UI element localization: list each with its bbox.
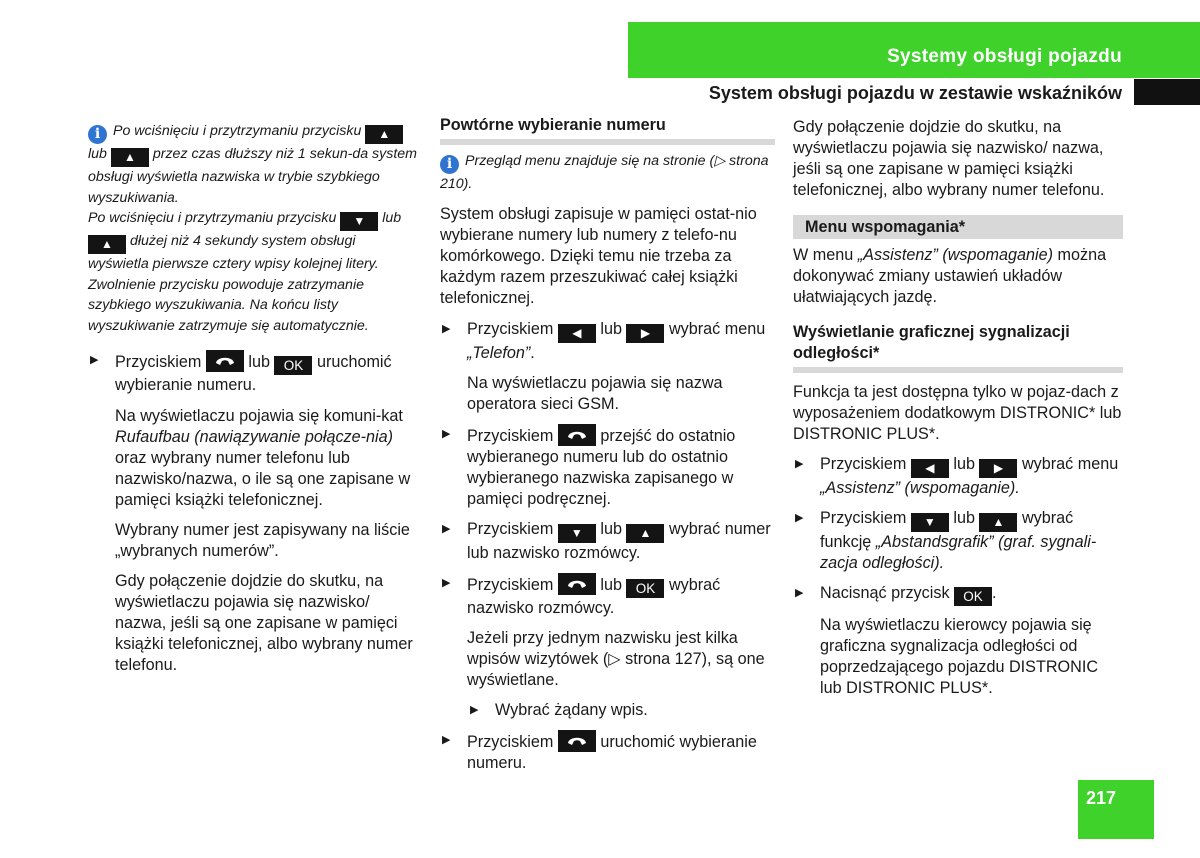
detail-text: Na wyświetlaczu pojawia się komuni-kat — [115, 407, 403, 425]
phone-key-icon — [558, 424, 596, 446]
up-key-icon: ▲ — [88, 235, 126, 254]
intro-text: Funkcja ta jest dostępna tylko w pojaz-dach z wyposażeniem dodatkowym DISTRONIC* lub DISTRONIC PLUS*. — [793, 383, 1122, 443]
down-key-icon: ▼ — [340, 212, 378, 231]
step-start-dialing — [440, 730, 775, 774]
up-key-icon: ▲ — [626, 524, 664, 543]
step-detail — [440, 628, 775, 691]
step-text: Przyciskiem — [467, 732, 554, 751]
step-text: Przyciskiem — [115, 353, 202, 371]
step-select-name — [440, 573, 775, 619]
step-text: przejść do ostatnio wybieranego numeru lub do ostatnio wybieranego nazwiska zapisanego w pamięci podręcznej. — [467, 426, 736, 508]
note-text: lub — [382, 210, 402, 226]
step-text: „Abstandsgrafik” (graf. sygnali-zacja odległości). — [820, 533, 1097, 572]
step-text: lub — [248, 353, 270, 371]
step-text: . — [530, 343, 535, 362]
info-note-quick-search — [88, 121, 418, 336]
step-select-abstandsgrafik — [793, 508, 1123, 574]
step-text: Przyciskiem — [820, 455, 907, 473]
info-note-menu-overview — [440, 151, 775, 195]
heading-distance-graphic: Wyświetlanie graficznej sygnalizacji odległości* — [793, 322, 1123, 373]
step-text: wybrać menu — [1021, 455, 1119, 473]
column-middle — [440, 115, 775, 774]
step-text: uruchomić wybieranie numeru. — [115, 353, 392, 394]
step-text: wybrać numer lub nazwisko rozmówcy. — [467, 519, 771, 562]
note-text: dłużej niż 4 sekundy system obsługi wyświetla pierwsze cztery wpisy kolejnej litery. Zwolnienie przycisku powoduje zatrzymanie szybkiego wyszukiwania. Na końcu listy wyszukiwanie zatrzymuje się automatycznie. — [88, 233, 379, 334]
note-text: Przegląd menu znajduje się na stronie (▷ strona 210). — [440, 153, 769, 192]
step-text: „Assistenz” (wspomaganie). — [820, 479, 1020, 497]
step-text: wybrać funkcję — [820, 509, 1074, 551]
step-text: „Telefon” — [467, 343, 531, 362]
note-text: przez czas dłuższy niż 1 sekun-da system obsługi wyświetla nazwiska w trybie szybkiego wyszukiwania. — [88, 146, 417, 206]
down-key-icon: ▼ — [558, 524, 596, 543]
page-number-box — [1078, 780, 1154, 839]
right-key-icon: ▶ — [979, 459, 1017, 478]
step-text: lub — [600, 319, 622, 338]
right-key-icon: ▶ — [626, 324, 664, 343]
column-left — [88, 115, 418, 676]
section-title: Systemy obsługi pojazdu — [887, 46, 1122, 67]
subsection-title: System obsługi pojazdu w zestawie wskaźników — [708, 83, 1122, 103]
step-detail — [793, 615, 1123, 699]
heading-assist-menu: Menu wspomagania* — [793, 215, 1123, 239]
menu-text: „Assistenz” (wspomaganie) — [857, 246, 1053, 264]
ok-key-icon: OK — [274, 356, 312, 375]
step-start-dialing — [88, 350, 418, 396]
info-icon: i — [440, 155, 459, 174]
step-go-to-last — [440, 424, 775, 510]
step-select-telefon — [440, 319, 775, 364]
intro-text: System obsługi zapisuje w pamięci ostat-nio wybierane numery lub numery z telefo-nu komórkowego. Dzięki temu nie trzeba za każdym razem przeszukiwać całej książki telefonicznej. — [440, 204, 757, 307]
phone-key-icon — [206, 350, 244, 372]
step-text: Przyciskiem — [820, 509, 907, 527]
down-key-icon: ▼ — [911, 513, 949, 532]
step-text: lub — [600, 575, 622, 594]
step-text: Nacisnąć przycisk — [820, 584, 950, 602]
up-key-icon: ▲ — [111, 148, 149, 167]
sub-step-select-entry — [440, 700, 775, 721]
detail-text: Na wyświetlaczu kierowcy pojawia się graficzna sygnalizacja odległości od poprzedzającego pojazdu DISTRONIC lub DISTRONIC PLUS*. — [820, 616, 1099, 697]
left-key-icon: ◀ — [911, 459, 949, 478]
step-text: Przyciskiem — [467, 319, 554, 338]
detail-text: Rufaufbau (nawiązywanie połącze-nia) — [115, 428, 394, 446]
column-right — [793, 115, 1123, 699]
detail-text: oraz wybrany numer telefonu lub nazwisko/nazwa, o ile są one zapisane w pamięci książki telefonicznej. — [115, 449, 411, 509]
step-text: Przyciskiem — [467, 426, 554, 445]
detail-text: Gdy połączenie dojdzie do skutku, na wyświetlaczu pojawia się nazwisko/ nazwa, jeśli są one zapisane w pamięci książki telefonicznej, albo wybrany numer telefonu. — [115, 572, 413, 674]
thumb-tab — [1134, 79, 1200, 105]
phone-key-icon — [558, 573, 596, 595]
up-key-icon: ▲ — [979, 513, 1017, 532]
note-text: Po wciśnięciu i przytrzymaniu przycisku — [113, 123, 362, 139]
step-text: wybrać nazwisko rozmówcy. — [467, 575, 721, 617]
up-key-icon: ▲ — [365, 125, 403, 144]
step-text: lub — [953, 509, 975, 527]
step-select-assistenz — [793, 454, 1123, 499]
step-text: lub — [600, 519, 622, 538]
heading-redial: Powtórne wybieranie numeru — [440, 115, 775, 145]
continued-text: Gdy połączenie dojdzie do skutku, na wyświetlaczu pojawia się nazwisko/ nazwa, jeśli są one zapisane w pamięci książki telefonicznej, albo wybrany numer telefonu. — [793, 118, 1105, 199]
ok-key-icon: OK — [954, 587, 992, 606]
step-text: . — [992, 584, 997, 602]
step-detail — [88, 406, 418, 676]
step-text: Przyciskiem — [467, 519, 554, 538]
detail-text: Jeżeli przy jednym nazwisku jest kilka wpisów wizytówek (▷ strona 127), są one wyświetlane. — [467, 628, 765, 689]
detail-text: Wybrany numer jest zapisywany na liście „wybranych numerów”. — [115, 521, 410, 560]
detail-text: Na wyświetlaczu pojawia się nazwa operatora sieci GSM. — [467, 373, 723, 413]
page-number: 217 — [1086, 788, 1117, 808]
note-text: Po wciśnięciu i przytrzymaniu przycisku — [88, 210, 337, 226]
info-icon: i — [88, 125, 107, 144]
step-detail — [440, 373, 775, 415]
ok-key-icon: OK — [626, 579, 664, 598]
step-text: wybrać menu — [668, 319, 766, 338]
menu-text: W menu — [793, 246, 854, 264]
left-key-icon: ◀ — [558, 324, 596, 343]
step-text: Przyciskiem — [467, 575, 554, 594]
step-text: uruchomić wybieranie numeru. — [467, 732, 757, 772]
step-text: lub — [953, 455, 975, 473]
sub-step-text: ▶ Wybrać żądany wpis. — [495, 700, 648, 719]
menu-text: można dokonywać zmiany ustawień układów ułatwiających jazdę. — [793, 246, 1107, 306]
step-select-number — [440, 519, 775, 564]
note-text: lub — [88, 146, 107, 162]
step-press-ok — [793, 583, 1123, 606]
phone-key-icon — [558, 730, 596, 752]
